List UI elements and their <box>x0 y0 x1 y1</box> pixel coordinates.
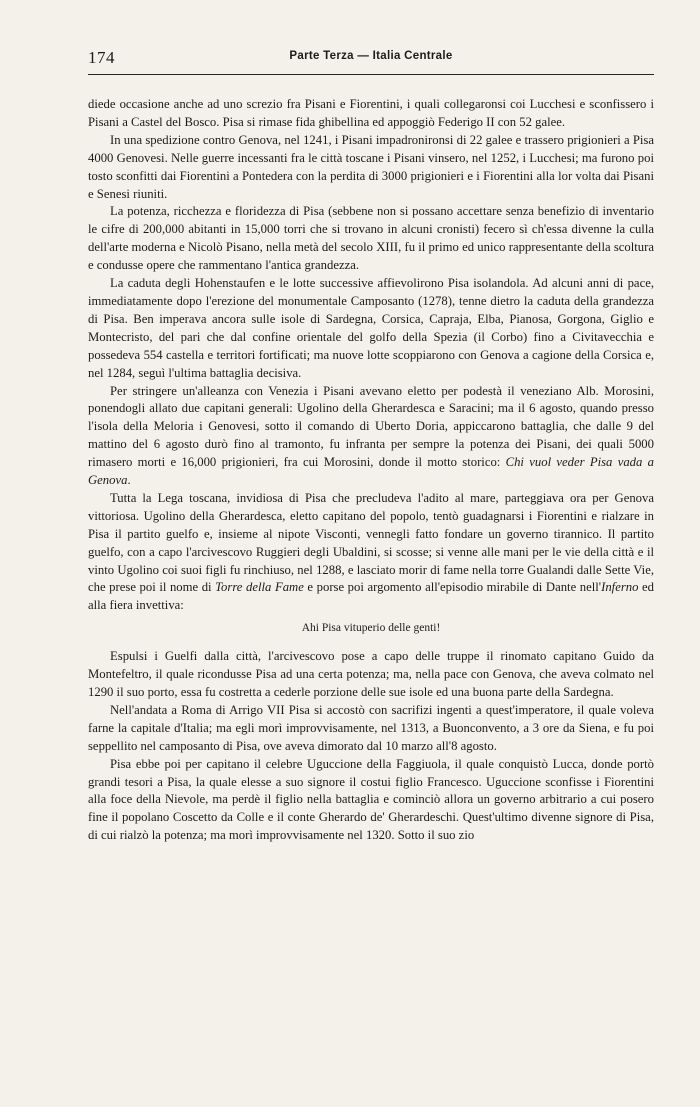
page-header <box>88 48 654 70</box>
paragraph-text: e porse poi argomento all'episodio mirabile di Dante nell' <box>303 580 602 595</box>
paragraph: In una spedizione contro Genova, nel 1241, i Pisani impadronironsi di 22 galee e trassero prigionieri a Pisa 4000 Genovesi. Nelle guerre incessanti fra le città toscane i Pisani vinsero, nel 1252, i Lucchesi; ma furono poi tosto sconfitti dai Fiorentini a Pontedera con la perdita di 3000 prigionieri e i Fiorentini alla lor volta dai Pisani e Senesi riuniti. <box>88 132 654 201</box>
dante-quote: Ahi Pisa vituperio delle genti! <box>301 622 441 635</box>
header-rule <box>88 74 654 75</box>
historic-motto: Chi vuol veder Pisa vada a Genova <box>88 455 654 488</box>
paragraph-text: Per stringere un'alleanza con Venezia i Pisani avevano eletto per podestà il veneziano Alb. Morosini, ponendogli allato due capitani generali: Ugolino della Gherardesca e Saracini; ma il 6 agosto, quando presso l'isola della Meloria i Genovesi, sotto il comando di Uberto Doria, appiccarono battaglia, che dalle 9 del mattino del 6 agosto durò fino al tramonto, fu infranta per sempre la potenza dei Pisani, dei quali 5000 rimasero morti e 16,000 prigionieri, fra cui Morosini, donde il motto storico: <box>88 383 654 470</box>
tower-name: Torre della Fame <box>215 580 304 595</box>
paragraph: Espulsi i Guelfi dalla città, l'arcivescovo pose a capo delle truppe il rinomato capitano Guido da Montefeltro, il quale ricondusse Pisa ad una certa potenza; ma, nella pace con Genova, che aveva colmato nel 1290 il suo porto, essa fu costretta a cederle porzione delle sue isole ed una buona parte della Sardegna. <box>88 649 654 699</box>
paragraph: Pisa ebbe poi per capitano il celebre Uguccione della Faggiuola, il quale conquistò Lucca, donde portò grandi tesori a Pisa, la quale elesse a suo signore il costui figlio Francesco. Uguccione sconfisse i Fiorentini alla foce della Nievole, ma perdè il figlio nella battaglia e cominciò allora un governo arbitrario a cui posero fine il popolano Coscetto da Colle e il conte Gherardo de' Gherardeschi. Quest'ultimo divenne signore di Pisa, di cui rialzò la potenza; ma morì improvvisamente nel 1320. Sotto il suo zio <box>88 756 654 843</box>
body-text <box>88 96 654 845</box>
paragraph-text: ed alla fiera invettiva: <box>88 580 655 613</box>
paragraph <box>88 383 654 490</box>
page-number: 174 <box>88 48 115 67</box>
running-title: Parte Terza — Italia Centrale <box>289 50 453 62</box>
paragraph-text: Tutta la Lega toscana, invidiosa di Pisa che precludeva l'adito al mare, parteggiava ora per Genova vittoriosa. Ugolino della Gherardesca, eletto capitano del popolo, tentò guadagnarsi i Fiorentini e rialzare in Pisa il partito guelfo e, insieme al nipote Visconti, vennegli fatto fondare un governo tirannico. Il partito guelfo, con a capo l'arcivescovo Ruggieri degli Ubaldini, si scosse; si venne alle mani per le vie della città e il vinto Ugolino coi suoi figli fu rinchiuso, nel 1288, e lasciato morir di fame nella torre Gualandi dalle Sette Vie, che prese poi il nome di <box>88 490 654 595</box>
paragraph <box>88 490 654 615</box>
paragraph: Nell'andata a Roma di Arrigo VII Pisa si accostò con sacrifizi ingenti a quest'imperatore, il quale voleva farne la capitale d'Italia; ma egli morì improvvisamente, nel 1313, a Buonconvento, a 3 ore da Siena, e fu poi seppellito nel camposanto di Pisa, ove aveva dimorato dal 10 marzo all'8 agosto. <box>88 702 654 753</box>
paragraph: La caduta degli Hohenstaufen e le lotte successive affievolirono Pisa isolandola. Ad alcuni anni di pace, immediatamente dopo l'erezione del monumentale Camposanto (1278), tenne dietro la caduta della grandezza di Pisa. Ben imperava ancora sulle isole di Sardegna, Corsica, Capraja, Elba, Pianosa, Gorgona, Giglio e Montecristo, del pari che dal confine orientale del golfo della Spezia (il Corbo) fino a Civitavecchia e possedeva 554 castella e territori fortificati; ma nuove lotte scoppiarono con Genova a cagione della Corsica e, nel 1284, seguì l'ultima battaglia decisiva. <box>88 276 654 380</box>
work-title: Inferno <box>601 580 639 595</box>
paragraph: diede occasione anche ad uno screzio fra Pisani e Fiorentini, i quali collegaronsi coi Lucchesi e sconfissero i Pisani a Castel del Bosco. Pisa si rimase fida ghibellina ed appoggiò Federigo II con 52 galee. <box>88 97 654 129</box>
paragraph: La potenza, ricchezza e floridezza di Pisa (sebbene non si possano accettare senza benefizio di inventario le cifre di 200,000 abitanti in 15,000 torri che si trovano in alcuni cronisti) fecero sì ch'essa divenne la culla dell'arte moderna e Nicolò Pisano, nella metà del secolo XIII, fu il primo ed unico rappresentante della scoltura e condusse opere che rammentano l'antica grandezza. <box>88 204 654 273</box>
paragraph-text: . <box>127 473 131 488</box>
